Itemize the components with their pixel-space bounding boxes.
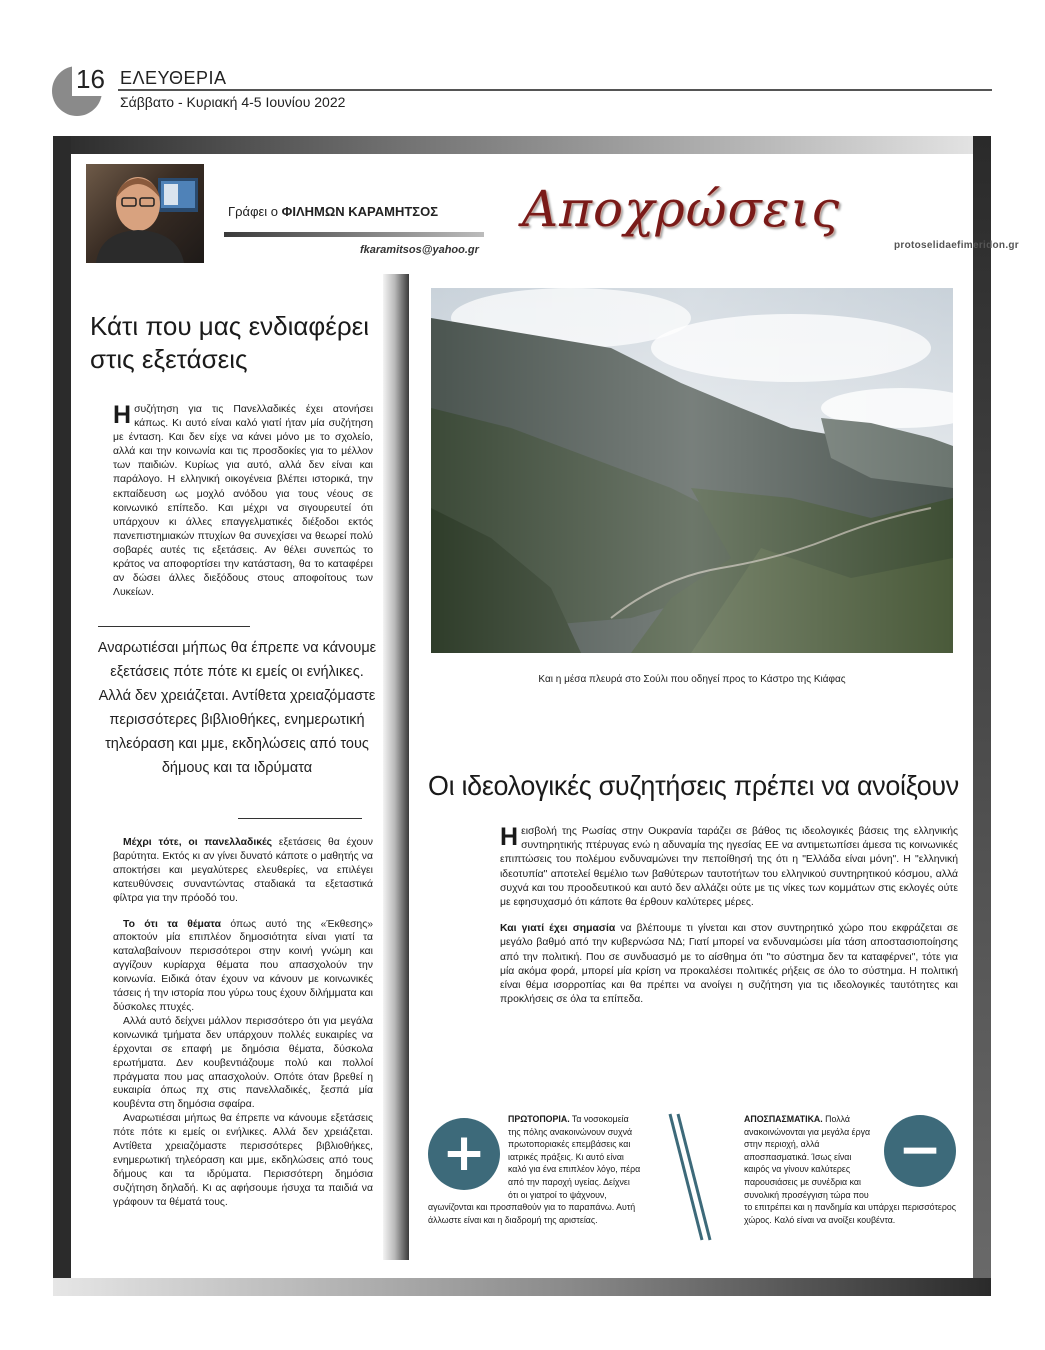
- plus-symbol: +: [442, 1123, 486, 1183]
- header-divider: [118, 89, 992, 91]
- right-article-body: [500, 825, 958, 1007]
- pullquote-rule-top: [98, 626, 250, 627]
- author-name: ΦΙΛΗΜΩΝ ΚΑΡΑΜΗΤΣΟΣ: [281, 204, 438, 219]
- right-p2-lead: Και γιατί έχει σημασία: [500, 923, 616, 935]
- minus-lead: ΑΠΟΣΠΑΣΜΑΤΙΚΑ.: [744, 1114, 823, 1124]
- left-dropcap: Η: [113, 401, 132, 429]
- watermark-site: protoselidaefimeridon.gr: [894, 240, 1019, 251]
- left-p2-lead: Το ότι τα θέματα: [123, 918, 222, 930]
- plus-box-text: [428, 1113, 642, 1226]
- right-paragraph-1: [500, 825, 958, 910]
- left-article-intro: [113, 403, 373, 600]
- page-number: 16: [76, 64, 105, 94]
- newspaper-name: ΕΛΕΥΘΕΡΙΑ: [120, 68, 227, 88]
- pullquote: Αναρωτιέσαι μήπως θα έπρεπε να κάνουμε εξετάσεις πότε πότε κι εμείς οι ενήλικες. Αλλά δεν χρειάζεται. Αντίθετα χρειαζόμαστε περισσότερες βιβλιοθήκες, ενημερωτική τηλεόραση και μμε, εκδηλώσεις από τους δήμους και τα ιδρύματα: [97, 640, 377, 776]
- left-paragraph-3: Αλλά αυτό δείχνει μάλλον περισσότερο ότι για μεγάλα κοινωνικά τμήματα δεν υπάρχουν πολλές ευκαιρίες να έρχονται σε επαφή με δημόσια θέματα, δύσκολα ερωτήματα. Δεν κουβεντιάζουμε πολύ και πολλοί πράγματα που μας απασχολούν. Οπότε όταν βρεθεί η ευκαιρία όπως πχ στις πανελλαδικές, ξεσπά μία κουβέντα στη δημόσια σφαίρα.: [113, 1015, 373, 1111]
- left-p1-text: εξετάσεις θα έχουν βαρύτητα. Εκτός κι αν γίνει δυνατό κάποτε ο μαθητής να αποκτήσει και μεγαλύτερες ελευθερίες, να επιλέγει κατευθύνσεις συναντώντας σταδιακά τα εξεταστικά φίλτρα για την πρόοδό του.: [113, 837, 373, 904]
- author-photo: [86, 164, 204, 263]
- right-dropcap: Η: [500, 823, 519, 851]
- minus-text-spacer: [878, 1113, 958, 1195]
- right-article-title: Οι ιδεολογικές συζητήσεις πρέπει να ανοίξουν: [428, 770, 959, 801]
- minus-box-text: [744, 1113, 958, 1226]
- pullquote-rule-bottom: [238, 818, 362, 819]
- left-title-line-2: στις εξετάσεις: [90, 344, 248, 374]
- author-email[interactable]: fkaramitsos@yahoo.gr: [360, 244, 479, 256]
- left-article-body: [113, 836, 373, 1210]
- frame-left-bar: [53, 136, 71, 1296]
- left-paragraph-2: [113, 918, 373, 1015]
- left-intro-text: συζήτηση για τις Πανελλαδικές έχει ατονήσει κάπως. Κι αυτό είναι καλό γιατί ήταν μία συζήτηση με ένταση. Και δεν είχε να κάνει μόνο με το σχολείο, αλλά και την κοινωνία και τις προσδοκίες για το μέλλον των παιδιών. Κυρίως για αυτό, αλλά δεν είναι και παράλογο. Η ελληνική οικογένεια βλέπει ιστορικά, την εκπαίδευση ως μοχλό ανόδου για τους νέους σε κοινωνικό επίπεδο. Και μέχρι να σιγουρευτεί ότι υπάρχουν κι άλλες επαγγελματικές διέξοδοι εκτός πανεπιστημιακών πτυχίων θα συνεχίσει να θεωρεί πολύ σοβαρές αυτές τις εξετάσεις. Αν θέλει συνεπώς το κράτος να αποφορτίσει την κατάσταση, θα το καταφέρει αν δώσει άλλες διεξόδους στους αποφοίτους των Λυκείων.: [113, 404, 373, 599]
- byline-prefix: Γράφει ο: [228, 204, 279, 219]
- left-p1-lead: Μέχρι τότε, οι πανελλαδικές: [123, 837, 273, 848]
- right-p1-text: εισβολή της Ρωσίας στην Ουκρανία ταράζει σε βάθος τις ιδεολογικές βάσεις της ελληνικής συντηρητικής πτέρυγας ενώ η αδυναμία της ηγεσίας ΕΕ να αντιμετωπίσει άμεσα τις κοινωνικές επιπτώσεις του πολέμου ενδυναμώνει την πεποίθησή της ότι η "Ελλάδα είναι μόνη". Η "ελληνική ιδεοτυπία" αποτελεί θεμέλιο των βαθύτερων ταυτοτήτων του ελληνικού συντηρητικού κόσμου, αλλά συχνά και του προοδευτικού και αυτό δεν αλλάζει ούτε με τις νίκες των κομμάτων στις εκλογές ούτε με εφησυχασμό ότι κάποτε θα έρθουν καλύτερες μέρες.: [500, 826, 958, 909]
- byline-underline: [224, 232, 484, 237]
- issue-date: Σάββατο - Κυριακή 4-5 Ιουνίου 2022: [120, 94, 346, 110]
- column-divider: [383, 274, 409, 1260]
- left-article-title: [90, 310, 380, 376]
- left-paragraph-1: [113, 836, 373, 906]
- plus-body: Τα νοσοκομεία της πόλης ανακοινώνουν συχνά πρωτοποριακές επεμβάσεις και ιατρικές πράξεις. Κι αυτό είναι καλό για ένα επιπλέον λόγο, πέρα από την παροχή υγείας. Δείχνει ότι οι γιατροί το ψάχνουν, αγωνίζονται και προσπαθούν για το παραπάνω. Αυτή άλλωστε είναι και η διαδρομή της αριστείας.: [428, 1114, 641, 1225]
- column-logo: Αποχρώσεις: [522, 180, 841, 238]
- divider-slashes: [664, 1112, 714, 1244]
- mountain-photo: [431, 288, 953, 653]
- photo-caption: Και η μέσα πλευρά στο Σούλι που οδηγεί προς το Κάστρο της Κιάφας: [538, 674, 846, 685]
- minus-body: Πολλά ανακοινώνονται για μεγάλα έργα στην περιοχή, αλλά αποσπασματικά. Ίσως είναι καιρός να γίνουν καλύτερες παρουσιάσεις με συνέδρια και συνολική προσέγγιση τώρα που το επιτρέπει και η πανδημία και υπάρχει περισσότερος χώρος. Καλό είναι να ανοίξει κουβέντα.: [744, 1114, 956, 1225]
- left-p2-text: όπως αυτό της «Έκθεσης» αποκτούν μία επιπλέον δημοσιότητα είναι γιατί τα καταλαβαίνουν περισσότεροι στην κοινή γνώμη και αγγίζουν κυρίαρχα θέματα που απασχολούν την κοινωνία. Ειδικά όταν έχουν να κάνουν με κοινωνικές τάσεις ή την ιστορία που γύρω τους έχουν διλήμματα και δύσκολες πτυχές.: [113, 918, 373, 1013]
- plus-lead: ΠΡΩΤΟΠΟΡΙΑ.: [508, 1114, 570, 1124]
- frame-bottom-bar: [53, 1278, 991, 1296]
- author-byline: [228, 204, 438, 219]
- plus-text-spacer: [428, 1113, 508, 1195]
- left-title-line-1: Κάτι που μας ενδιαφέρει: [90, 311, 370, 341]
- minus-symbol: −: [898, 1120, 942, 1180]
- frame-right-bar: [973, 136, 991, 1296]
- left-paragraph-4: Αναρωτιέσαι μήπως θα έπρεπε να κάνουμε εξετάσεις πότε πότε κι εμείς οι ενήλικες. Αλλά δεν χρειάζεται. Αντίθετα χρειαζόμαστε περισσότερες βιβλιοθήκες, ενημερωτική τηλεόραση και μμε, εκδηλώσεις από τους δήμους και τα ιδρύματα. Περισσότερη δημόσια συζήτηση δηλαδή. Κι ας αφήσουμε ήσυχα τα παιδιά να γράφουν τα θέματά τους.: [113, 1113, 373, 1208]
- right-paragraph-2: [500, 922, 958, 1007]
- frame-top-bar: [53, 136, 991, 154]
- right-p2-text: να βλέπουμε τι γίνεται και στον συντηρητικό χώρο που εκφράζεται σε μεγάλο βαθμό από την κυβερνώσα ΝΔ; Γιατί μπορεί να ενδυναμώσει μία τάση αποστασιοποίησης από την πολιτική. Που σε συνδυασμό με το αίσθημα ότι "το σύστημα δεν τα καταφέρνει", τότε για μία ακόμα φορά, μπορεί μία κρίση να προκαλέσει πολιτικές ρήξεις σε όλο το σύστημα. Η πολιτική είναι θέμα ισορροπίας και θα πρέπει να ανοίγει η συζήτηση για τις ιδεολογικές ταυτότητες και προκλήσεις σε όλα τα επίπεδα.: [500, 923, 958, 1006]
